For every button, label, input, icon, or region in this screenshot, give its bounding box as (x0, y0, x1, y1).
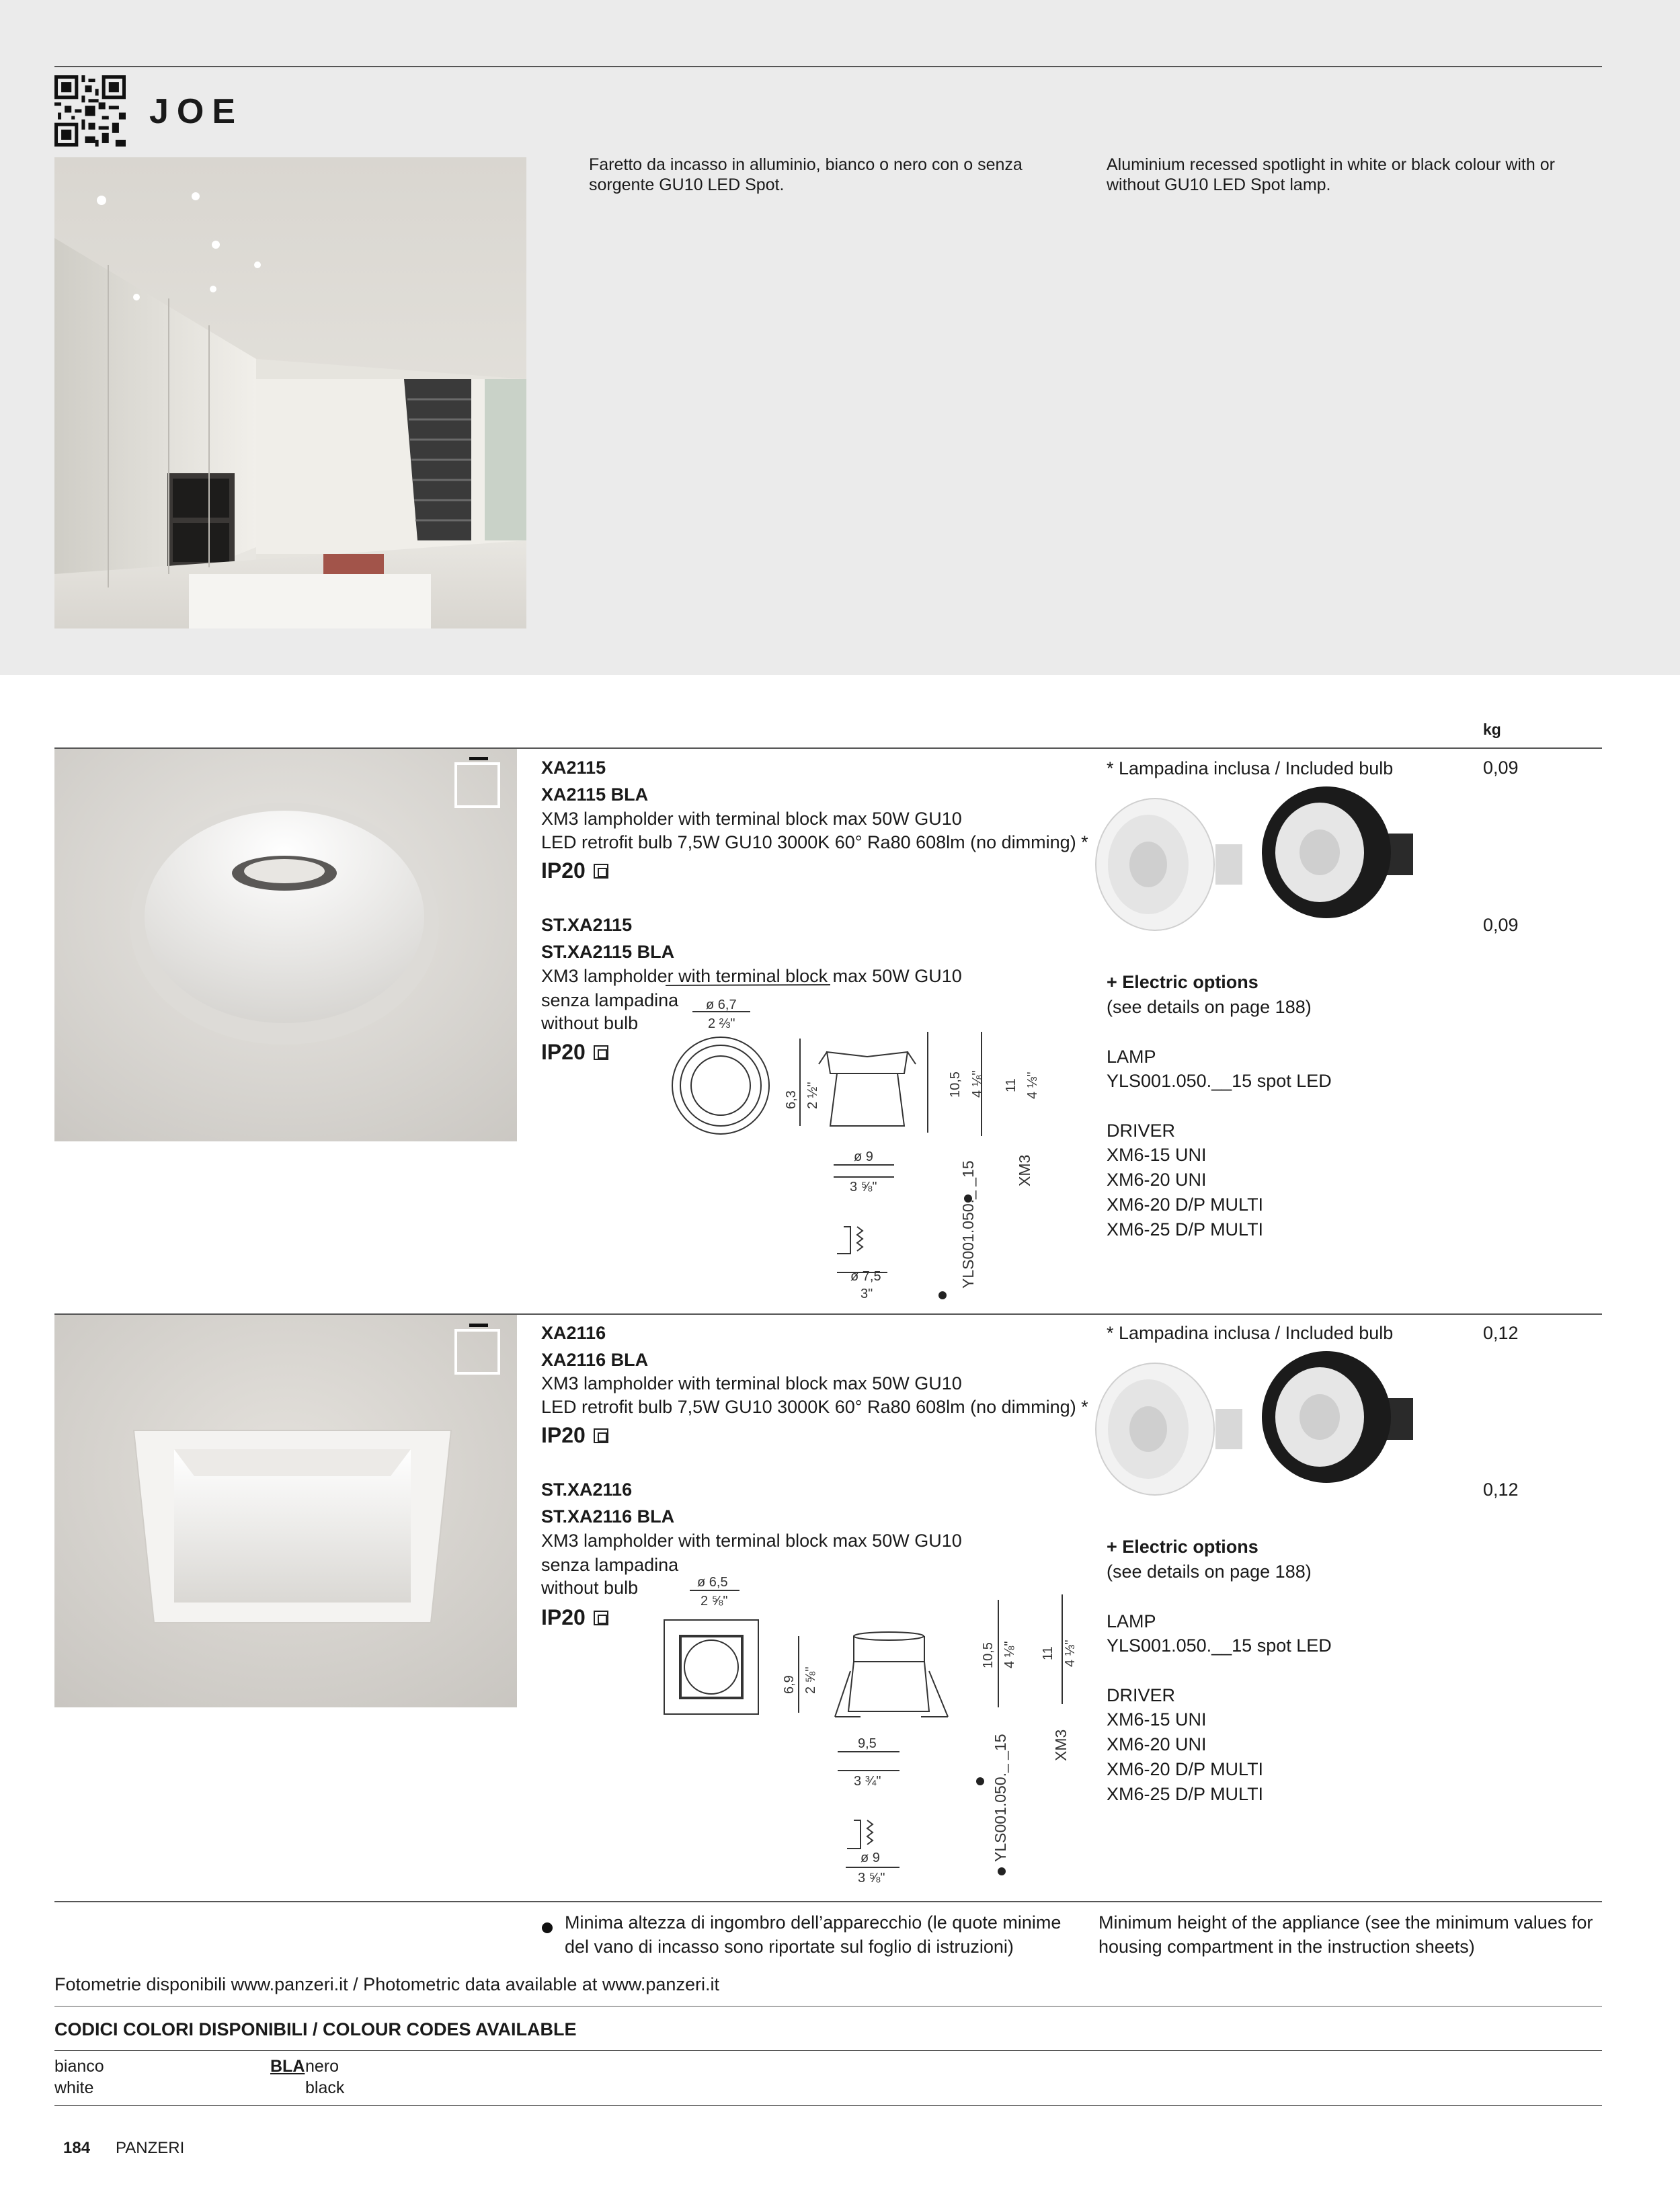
class-ii-icon (594, 1428, 608, 1443)
dim-height: 11 (1004, 1078, 1018, 1092)
hero-interior-photo (54, 157, 526, 628)
kg-column-header: kg (1483, 721, 1501, 738)
dim-bottom-diameter-inch: 3 ⅝" (850, 1180, 877, 1194)
electric-options-note: (see details on page 188) (1107, 1562, 1312, 1582)
qr-code-icon (54, 75, 126, 147)
product-code: XA2115 BLA (541, 784, 649, 805)
notes-separator (54, 1901, 1602, 1902)
product-spec: LED retrofit bulb 7,5W GU10 3000K 60° Ra80 608lm (no dimming) * (541, 832, 1088, 852)
driver-item: XM6-20 D/P MULTI (1107, 1194, 1264, 1215)
electric-options-title: + Electric options (1107, 972, 1258, 992)
brand-name: PANZERI (116, 2139, 185, 2157)
dim-bottom-diameter: 9,5 (858, 1736, 877, 1751)
product-spec: without bulb (541, 1013, 639, 1033)
included-bulb-note: * Lampadina inclusa / Included bulb (1107, 1323, 1394, 1343)
dim-height: 10,5 (948, 1071, 963, 1098)
weight-value: 0,12 (1483, 1323, 1519, 1343)
black-bulb (1262, 786, 1413, 918)
product-spec: without bulb (541, 1578, 639, 1598)
white-finish-square-icon (454, 762, 500, 808)
dim-height-inch: 2 ½" (805, 1082, 820, 1109)
technical-drawing (666, 985, 1069, 1307)
product-spec: XM3 lampholder with terminal block max 50W GU10 (541, 1531, 962, 1551)
bullet-icon (541, 1921, 554, 1935)
colour-codes-rule-bottom (54, 2105, 1602, 2106)
dim-height-inch: 4 ⅛" (1002, 1641, 1017, 1668)
dim-top-diameter: ø 6,5 (697, 1575, 728, 1590)
colour-black-en: black (305, 2078, 345, 2097)
weight-value: 0,12 (1483, 1479, 1519, 1500)
dim-hole: ø 9 (861, 1851, 880, 1865)
driver-item: XM6-25 D/P MULTI (1107, 1219, 1264, 1240)
colour-code-bla: BLA (270, 2057, 305, 2076)
colour-black-it: nero (305, 2057, 339, 2076)
ip-rating (541, 858, 608, 883)
driver-item: XM6-15 UNI (1107, 1145, 1207, 1165)
ip-rating-label: IP20 (541, 858, 586, 883)
product-code: ST.XA2116 (541, 1479, 633, 1500)
gu10-bulbs-image (1094, 1351, 1457, 1512)
dim-hole-inch: 3 ⅝" (858, 1871, 885, 1885)
product-spec: LED retrofit bulb 7,5W GU10 3000K 60° Ra80 608lm (no dimming) * (541, 1397, 1088, 1417)
ip-rating (541, 1605, 608, 1630)
driver-item: XM6-20 D/P MULTI (1107, 1759, 1264, 1779)
page-number: 184 (63, 2139, 91, 2157)
electric-options-note: (see details on page 188) (1107, 997, 1312, 1017)
class-ii-icon (594, 1045, 608, 1060)
product-photo-round-spotlight (54, 749, 517, 1141)
white-bulb (1096, 799, 1242, 930)
dim-height: 6,9 (782, 1675, 797, 1694)
driver-item: XM6-25 D/P MULTI (1107, 1784, 1264, 1804)
electric-options-title: + Electric options (1107, 1537, 1258, 1557)
ip-rating-label: IP20 (541, 1423, 586, 1447)
dim-hole: ø 7,5 (850, 1269, 881, 1284)
product-code: XA2116 (541, 1323, 606, 1343)
product-code: XA2116 BLA (541, 1350, 649, 1370)
colour-codes-rule-mid (54, 2050, 1602, 2051)
dim-height-inch: 2 ⅝" (803, 1666, 818, 1694)
driver-label: DRIVER (1107, 1121, 1176, 1141)
product-spec: senza lampadina (541, 1555, 679, 1575)
dim-top-diameter-inch: 2 ⅝" (701, 1594, 728, 1609)
dim-height: 11 (1041, 1646, 1055, 1660)
lamp-value: YLS001.050.__15 spot LED (1107, 1071, 1332, 1091)
class-ii-icon (594, 864, 608, 879)
black-bulb (1262, 1351, 1413, 1483)
product-code: ST.XA2115 (541, 915, 633, 935)
class-ii-icon (594, 1611, 608, 1625)
description-english: Aluminium recessed spotlight in white or black colour with or without GU10 LED Spot lamp. (1107, 155, 1555, 194)
weight-value: 0,09 (1483, 758, 1519, 778)
driver-item: XM6-15 UNI (1107, 1709, 1207, 1730)
driver-item: XM6-20 UNI (1107, 1734, 1207, 1754)
ip-rating (541, 1040, 608, 1065)
photometric-note: Fotometrie disponibili www.panzeri.it / Photometric data available at www.panzeri.it (54, 1974, 719, 1994)
dim-bottom-diameter: ø 9 (854, 1149, 873, 1164)
colour-codes-title: CODICI COLORI DISPONIBILI / COLOUR CODES AVAILABLE (54, 2019, 577, 2039)
dim-hole-inch: 3" (861, 1287, 873, 1301)
driver-label: DRIVER (1107, 1685, 1176, 1705)
lamp-value: YLS001.050.__15 spot LED (1107, 1635, 1332, 1656)
dim-height: 6,3 (784, 1090, 799, 1109)
colour-white-it: bianco (54, 2057, 104, 2076)
technical-drawing (659, 1566, 1076, 1896)
lamp-code-label: YLS001.050._ _15 (959, 1160, 977, 1289)
min-height-note-english: Minimum height of the appliance (see the minimum values for housing compartment in the instruction sheets) (1098, 1912, 1593, 1957)
min-height-note-italian: Minima altezza di ingombro dell’apparecchio (le quote minime del vano di incasso sono riportate sul foglio di istruzioni) (565, 1912, 1062, 1957)
lamp-label: LAMP (1107, 1611, 1156, 1631)
dim-height-inch: 4 ⅛" (970, 1070, 985, 1098)
dim-height-inch: 4 ⅓" (1063, 1639, 1078, 1667)
dim-bottom-diameter-inch: 3 ¾" (854, 1774, 881, 1789)
product-spec: XM3 lampholder with terminal block max 50W GU10 (541, 966, 962, 986)
dim-height-inch: 4 ⅓" (1025, 1071, 1040, 1099)
ip-rating-label: IP20 (541, 1605, 586, 1629)
page-title: JOE (149, 92, 244, 131)
xm3-label: XM3 (1016, 1154, 1033, 1186)
white-bulb (1096, 1363, 1242, 1495)
product-code: ST.XA2116 BLA (541, 1506, 675, 1527)
description-italian: Faretto da incasso in alluminio, bianco o nero con o senza sorgente GU10 LED Spot. (589, 155, 1023, 194)
gu10-bulbs-image (1094, 786, 1457, 948)
xm3-label: XM3 (1052, 1729, 1070, 1761)
product-code: XA2115 (541, 758, 606, 778)
product-spec: senza lampadina (541, 990, 679, 1010)
driver-item: XM6-20 UNI (1107, 1170, 1207, 1190)
white-finish-square-icon (454, 1329, 500, 1375)
ip-rating (541, 1423, 608, 1448)
colour-white-en: white (54, 2078, 94, 2097)
product-spec: XM3 lampholder with terminal block max 50W GU10 (541, 809, 962, 829)
weight-value: 0,09 (1483, 915, 1519, 935)
dim-height: 10,5 (981, 1642, 996, 1668)
product-photo-square-spotlight (54, 1315, 517, 1707)
included-bulb-note: * Lampadina inclusa / Included bulb (1107, 758, 1394, 778)
product-code: ST.XA2115 BLA (541, 942, 675, 962)
top-rule (54, 66, 1602, 67)
ip-rating-label: IP20 (541, 1040, 586, 1064)
product-spec: XM3 lampholder with terminal block max 50W GU10 (541, 1373, 962, 1393)
lamp-code-label: YLS001.050._ _15 (992, 1734, 1009, 1862)
lamp-label: LAMP (1107, 1047, 1156, 1067)
dim-top-diameter: ø 6,7 (706, 998, 737, 1012)
dim-top-diameter-inch: 2 ⅔" (708, 1016, 735, 1031)
